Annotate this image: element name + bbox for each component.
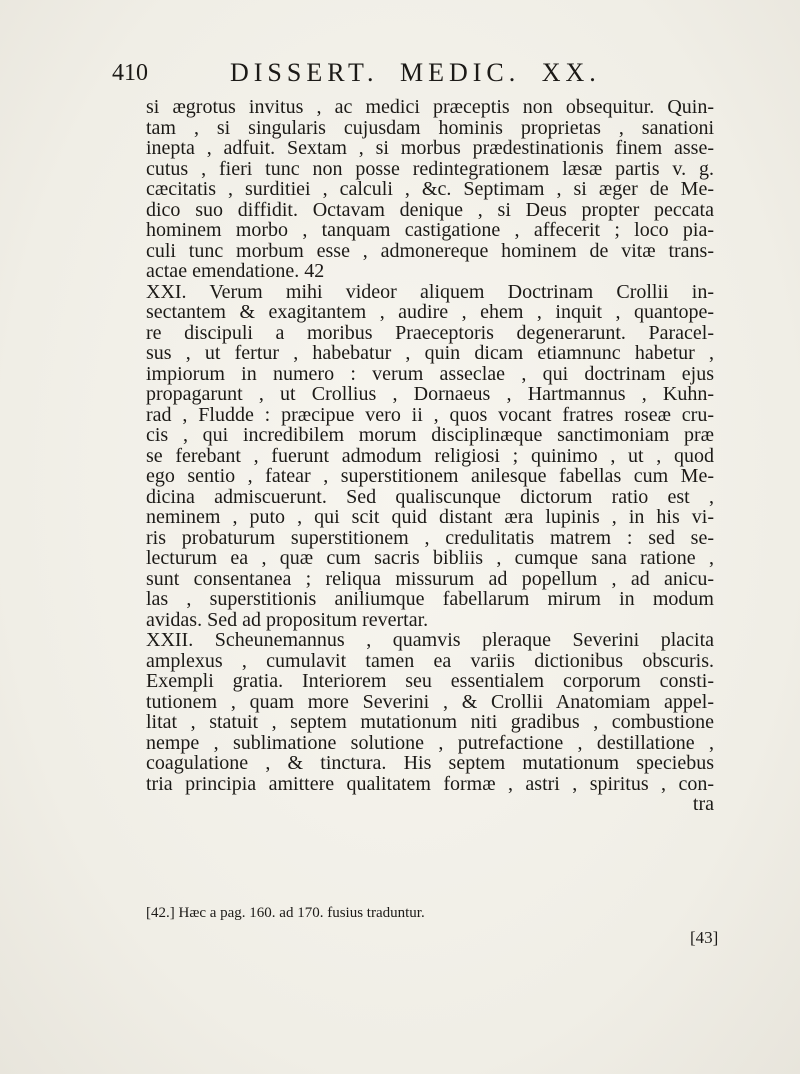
text-line: sectantem & exagitantem , audire , ehem , inquit , quantope- [146,301,714,323]
text-line: tutionem , quam more Severini , & Crollii Anatomiam appel- [146,690,714,713]
text-line: actae emendatione. 42 [146,260,325,282]
text-line: propagarunt , ut Crollius , Dornaeus , Hartmannus , Kuhn- [146,383,714,405]
text-line: nempe , sublimatione solutione , putrefactione , destillatione , [146,731,714,754]
text-line: impiorum in numero : verum asseclae , qui doctrinam ejus [146,362,714,385]
section-heading-xxi: XXI. Verum mihi videor aliquem Doctrinam Crollii in- [146,280,714,303]
text-line: hominem morbo , tanquam castigatione , affecerit ; loco pia- [146,219,714,241]
text-line: tria principia amittere qualitatem formæ , astri , spiritus , con- [146,772,714,795]
text-line: sus , ut fertur , habebatur , quin dicam etiamnunc habetur , [146,342,714,364]
text-line: inepta , adfuit. Sextam , si morbus prædestinationis finem asse- [146,137,714,159]
text-line: se ferebant , fuerunt admodum religiosi ; quinimo , ut , quod [146,444,714,467]
text-line: dico suo diffidit. Octavam denique , si Deus propter peccata [146,198,714,221]
signature-mark: [43] [690,928,719,947]
text-line: Exempli gratia. Interiorem seu essentialem corporum consti- [146,670,714,692]
section-heading-xxii: XXII. Scheunemannus , quamvis pleraque Severini placita [146,629,714,651]
footnote: [42.] Hæc a pag. 160. ad 170. fusius traduntur. [146,905,425,921]
text-line: lecturum ea , quæ cum sacris bibliis , cumque sana ratione , [146,547,714,569]
text-line: las , superstitionis aniliumque fabellarum mirum in modum [146,588,714,610]
page-header [112,58,652,92]
text-line: amplexus , cumulavit tamen ea variis dictionibus obscuris. [146,649,714,672]
text-line: cæcitatis , surditiei , calculi , &c. Septimam , si æger de Me- [146,178,714,200]
text-line: litat , statuit , septem mutationum niti gradibus , combustione [146,711,714,733]
text-line: cutus , fieri tunc non posse redintegrationem læsæ partis v. g. [146,157,714,180]
text-line: dicina admiscuerunt. Sed qualiscunque dictorum ratio est , [146,485,714,508]
text-body [146,97,714,815]
page-number: 410 [112,60,148,86]
text-line: culi tunc morbum esse , admonereque hominem de vitæ trans- [146,239,714,262]
text-line: cis , qui incredibilem morum disciplinæque sanctimoniam præ [146,424,714,446]
text-line: ego sentio , fatear , superstitionem anilesque fabellas cum Me- [146,465,714,487]
text-line: re discipuli a moribus Praeceptoris degenerarunt. Paracel- [146,321,714,344]
text-line: sunt consentanea ; reliqua missurum ad popellum , ad anicu- [146,567,714,590]
text-line: neminem , puto , qui scit quid distant æra lupinis , in his vi- [146,506,714,528]
text-line: ris probaturum superstitionem , credulitatis matrem : sed se- [146,526,714,549]
text-line: rad , Fludde : præcipue vero ii , quos vocant fratres roseæ cru- [146,403,714,426]
running-title: DISSERT. MEDIC. XX. [230,58,601,87]
catchword: tra [692,793,714,815]
text-line: coagulatione , & tinctura. His septem mutationum speciebus [146,752,714,774]
text-line: avidas. Sed ad propositum revertar. [146,608,429,631]
text-line: tam , si singularis cujusdam hominis proprietas , sanationi [146,116,714,139]
text-line: si ægrotus invitus , ac medici præceptis non obsequitur. Quin- [146,96,714,118]
